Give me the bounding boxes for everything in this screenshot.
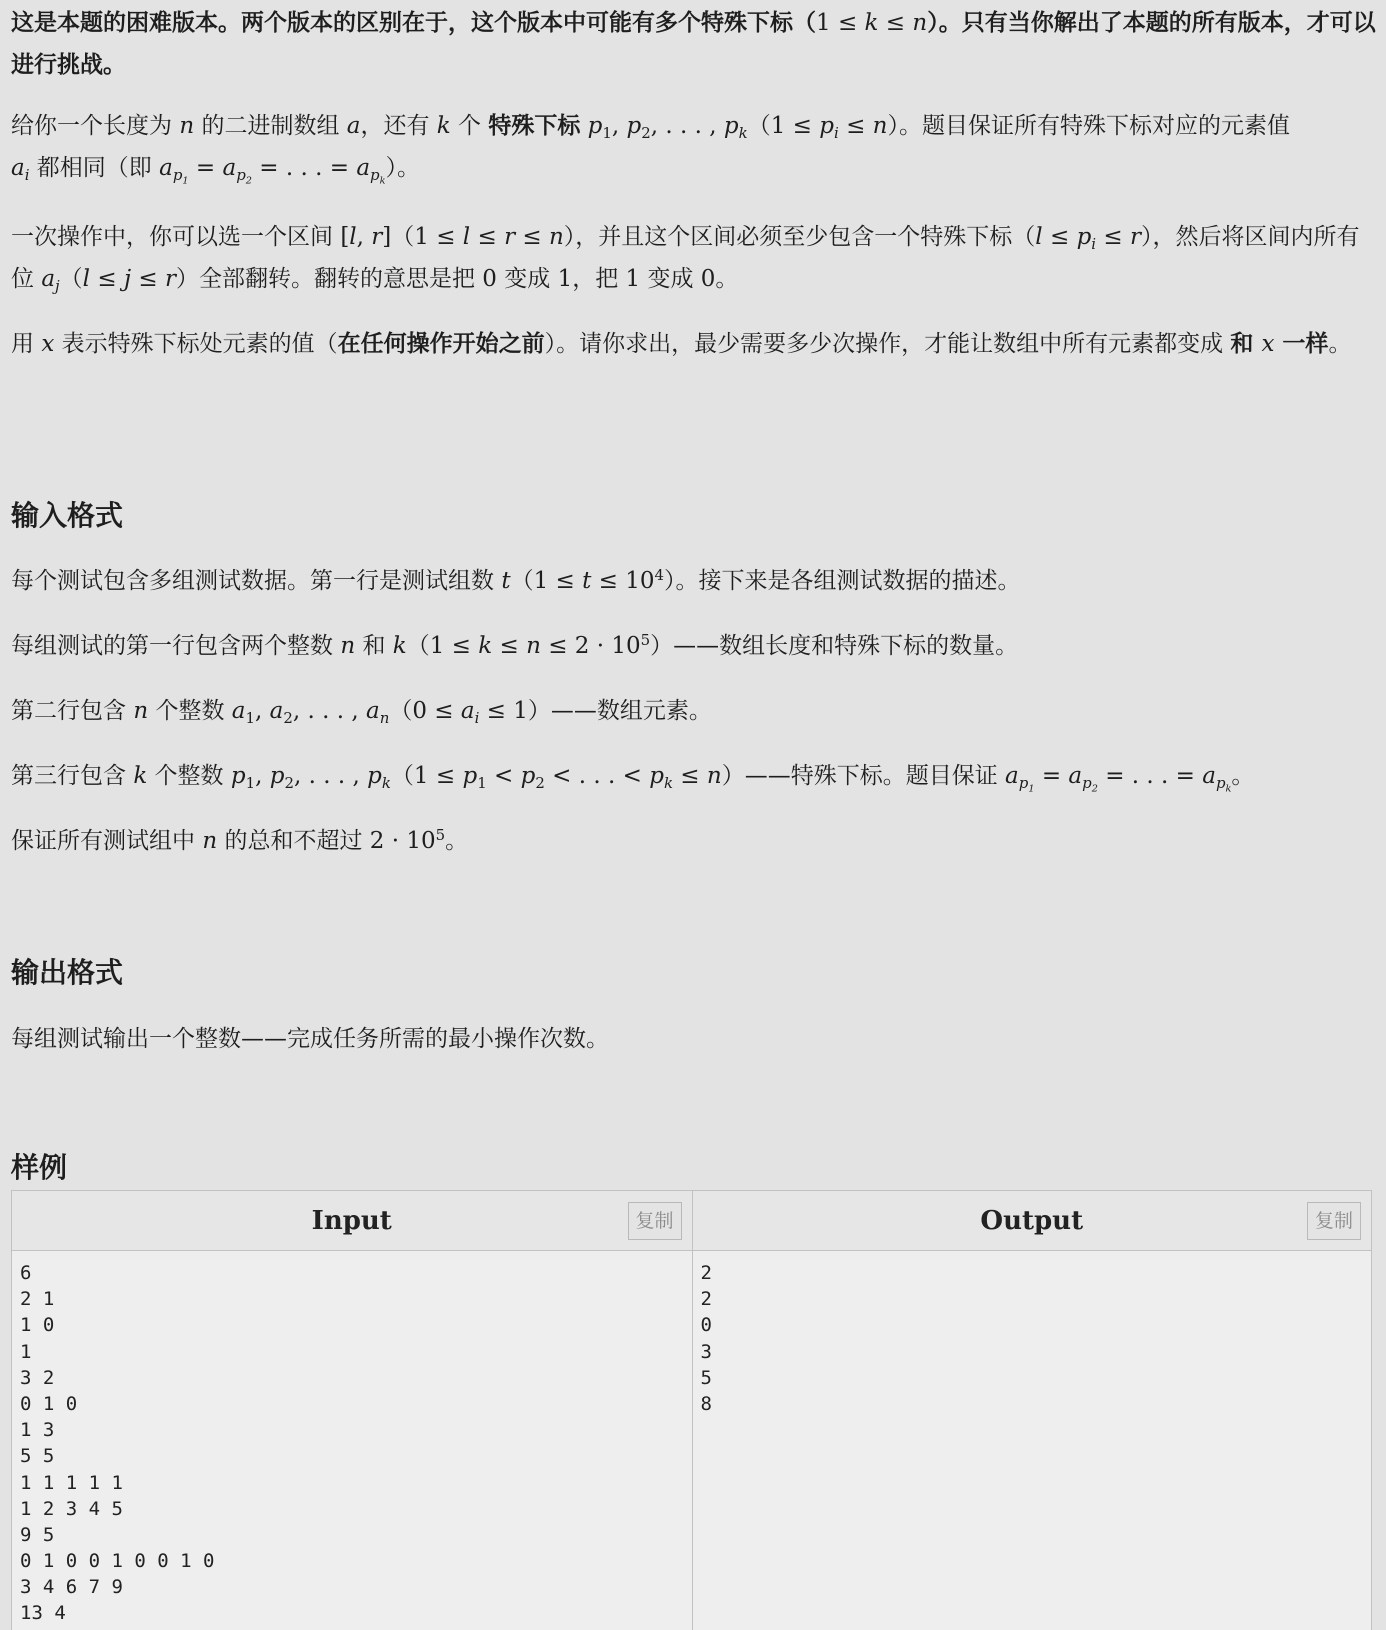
text: 每组测试的第一行包含两个整数 bbox=[11, 633, 341, 659]
output-format-heading: 输出格式 bbox=[11, 956, 124, 989]
text: （ bbox=[391, 224, 415, 250]
text: ）——数组长度和特殊下标的数量。 bbox=[650, 633, 1019, 659]
text: 。 bbox=[445, 828, 469, 854]
sample-input-line: 1 1 1 1 1 bbox=[20, 1471, 123, 1494]
sample-input-line: 1 3 bbox=[20, 1419, 55, 1442]
sample-output-text[interactable] bbox=[693, 1251, 1372, 1417]
sample-panel bbox=[11, 1190, 1372, 1630]
sample-output-column bbox=[692, 1191, 1372, 1630]
text: 。 bbox=[1328, 331, 1352, 357]
text: 保证所有测试组中 bbox=[11, 828, 203, 854]
text: ）。 bbox=[385, 155, 420, 181]
text: 变成 bbox=[496, 266, 558, 292]
statement-array-description: 给你一个长度为 n 的二进制数组 a，还有 k 个 特殊下标 $p_1$, $p_2$, . . . , $p_k(1 \le p_i \le n)$。题目保证所有特殊下标对应的元素值 $a_i$ 都相同（即 $a_{p_1} = a_{p_2}$ = . . . = $a_{p_k}$）。 bbox=[11, 113, 1290, 187]
sample-input-line: 5 5 bbox=[20, 1445, 55, 1468]
text: （ bbox=[510, 568, 534, 594]
statement-operation-description: 一次操作中，你可以选一个区间 [l, r]（1 ≤ l ≤ r ≤ n），并且这个区间必须至少包含一个特殊下标$(l \le p_i \le r)$，然后将区间内所有位 $a_j(l \le j \le r)$全部翻转。翻转的意思是把 0 变成 1，把 1 变成 0。 bbox=[11, 224, 1360, 296]
text: 的总和不超过 bbox=[217, 828, 370, 854]
sample-input-line: 2 1 bbox=[20, 1288, 55, 1311]
statement-hard-version-note: 这是本题的困难版本。两个版本的区别在于，这个版本中可能有多个特殊下标（1 ≤ k ≤ n）。只有当你解出了本题的所有版本，才可以进行挑战。 bbox=[11, 10, 1376, 78]
text: 个整数 bbox=[147, 763, 231, 789]
text: ），然后将区间内所有位 bbox=[11, 224, 1360, 292]
text: （ bbox=[747, 113, 771, 139]
text: ）全部翻转。翻转的意思是把 bbox=[175, 266, 483, 292]
statement-goal: 用 x 表示特殊下标处元素的值（在任何操作开始之前）。请你求出，最少需要多少次操作，才能让数组中所有元素都变成 和 x 一样。 bbox=[11, 331, 1352, 357]
sample-output-header bbox=[693, 1191, 1372, 1251]
text: ）——特殊下标。题目保证 bbox=[721, 763, 1006, 789]
sample-input-text[interactable] bbox=[12, 1251, 692, 1627]
text: ），并且这个区间必须至少包含一个特殊下标（ bbox=[563, 224, 1036, 250]
sample-input-line: 1 0 bbox=[20, 1314, 55, 1337]
text: 个 bbox=[450, 113, 489, 139]
text: （ bbox=[59, 266, 83, 292]
text: ）。请你求出，最少需要多少次操作，才能让数组中所有元素都变成 bbox=[544, 331, 1231, 357]
sample-input-line: 1 2 3 4 5 bbox=[20, 1497, 123, 1520]
text: 每个测试包含多组测试数据。第一行是测试组数 bbox=[11, 568, 502, 594]
sample-output-line: 2 bbox=[700, 1288, 712, 1311]
sample-output-line: 0 bbox=[700, 1314, 712, 1337]
text: 变成 bbox=[640, 266, 701, 292]
text: 给你一个长度为 bbox=[11, 113, 180, 139]
copy-input-button[interactable]: 复制 bbox=[628, 1202, 682, 1240]
sample-output-title: Output bbox=[980, 1206, 1084, 1236]
text: ）。只有当你解出了本题的所有版本，才可以进行挑战。 bbox=[11, 10, 1376, 78]
text: 和 bbox=[1230, 331, 1262, 357]
text: 的二进制数组 bbox=[194, 113, 347, 139]
sample-input-line: 9 5 bbox=[20, 1523, 55, 1546]
text: 第三行包含 bbox=[11, 763, 134, 789]
input-tests-count: 每个测试包含多组测试数据。第一行是测试组数 $t(1 \le t \le 10^4)$。接下来是各组测试数据的描述。 bbox=[11, 565, 1021, 594]
input-third-line: 第三行包含 k 个整数 $p_1$, $p_2$, . . . , $p_k(1 \le p_1 < p_2$ < . . . < $p_k$ ≤ n）——特殊下标。题目保证 $a_{p_1} = a_{p_2}$ = . . . = $a_{p_k}$。 bbox=[11, 763, 1255, 795]
text: 这是本题的困难版本。两个版本的区别在于，这个版本中可能有多个特殊下标（ bbox=[11, 10, 816, 36]
text: ）——数组元素。 bbox=[527, 698, 712, 724]
text: ）。题目保证所有特殊下标对应的元素值 bbox=[887, 113, 1290, 139]
text: 。 bbox=[715, 266, 739, 292]
text: 一次操作中，你可以选一个区间 bbox=[11, 224, 341, 250]
output-description: 每组测试输出一个整数——完成任务所需的最小操作次数。 bbox=[11, 1026, 609, 1052]
sample-input-line: 13 4 bbox=[20, 1602, 66, 1625]
text: （ bbox=[390, 763, 414, 789]
text: 表示特殊下标处元素的值（ bbox=[54, 331, 338, 357]
sample-input-line: 6 bbox=[20, 1262, 32, 1284]
text: 特殊下标 bbox=[488, 113, 581, 139]
sample-input-title: Input bbox=[311, 1206, 392, 1236]
sample-output-line: 3 bbox=[700, 1340, 712, 1363]
text: 用 bbox=[11, 331, 42, 357]
text: 第二行包含 bbox=[11, 698, 134, 724]
sample-input-line: 1 bbox=[20, 1340, 32, 1363]
text: 和 bbox=[355, 633, 393, 659]
samples-heading: 样例 bbox=[11, 1151, 68, 1184]
sample-input-column bbox=[12, 1191, 692, 1630]
sample-output-line: 5 bbox=[700, 1366, 712, 1389]
text: 都相同（即 bbox=[29, 155, 160, 181]
copy-output-button[interactable]: 复制 bbox=[1307, 1202, 1361, 1240]
text: ，把 bbox=[572, 266, 626, 292]
text: （ bbox=[389, 698, 413, 724]
sample-input-header bbox=[12, 1191, 692, 1251]
text: ）。接下来是各组测试数据的描述。 bbox=[664, 568, 1021, 594]
sample-input-line: 3 2 bbox=[20, 1366, 55, 1389]
text: 一样 bbox=[1274, 331, 1329, 357]
text: ，还有 bbox=[360, 113, 437, 139]
sample-input-line: 3 4 6 7 9 bbox=[20, 1576, 123, 1599]
text: （ bbox=[406, 633, 430, 659]
input-first-line: 每组测试的第一行包含两个整数 n 和 $k(1 \le k \le n \le 2 \cdot 10^5)——$数组长度和特殊下标的数量。 bbox=[11, 630, 1019, 659]
input-format-heading: 输入格式 bbox=[11, 499, 124, 532]
text: 个整数 bbox=[148, 698, 232, 724]
sample-input-line: 0 1 0 bbox=[20, 1392, 78, 1415]
input-second-line: 第二行包含 n 个整数 $a_1$, $a_2$, . . . , $a_n(0 \le a_i$ ≤ 1）——数组元素。 bbox=[11, 698, 712, 728]
text: 在任何操作开始之前 bbox=[337, 331, 545, 357]
sample-output-line: 2 bbox=[700, 1262, 712, 1284]
text: 。 bbox=[1231, 763, 1255, 789]
input-sum-constraint: 保证所有测试组中 n 的总和不超过 $2 \cdot 10^5$。 bbox=[11, 825, 469, 854]
sample-input-line: 0 1 0 0 1 0 0 1 0 bbox=[20, 1550, 215, 1573]
sample-output-line: 8 bbox=[700, 1392, 712, 1415]
